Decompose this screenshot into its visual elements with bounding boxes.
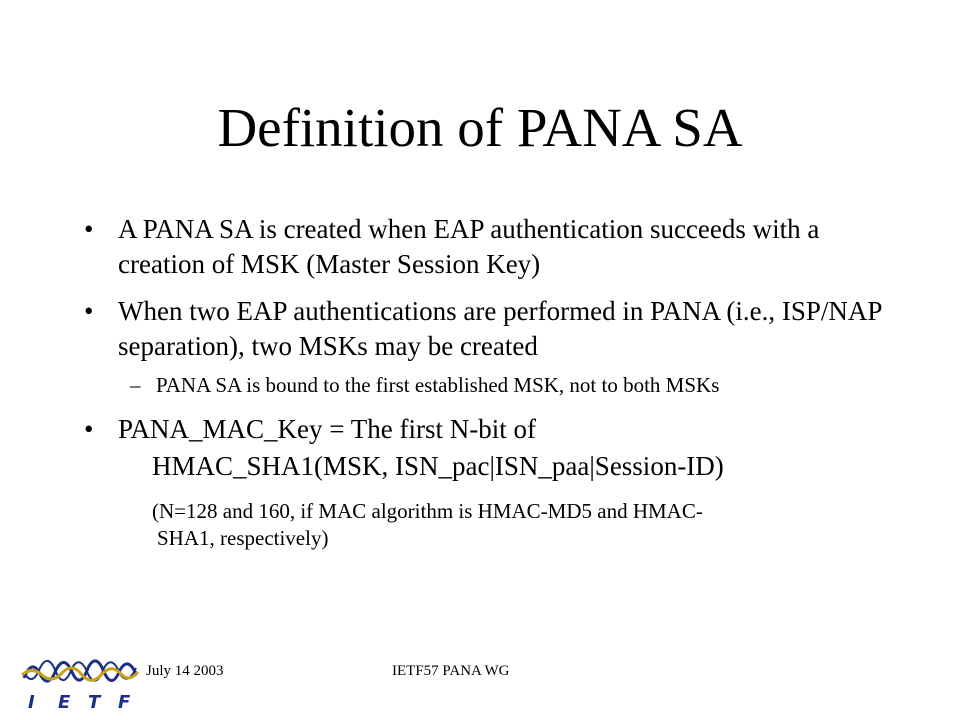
bullet-item	[84, 412, 884, 447]
bullet-marker: •	[84, 414, 94, 444]
slide-content	[84, 212, 884, 552]
bullet-text: When two EAP authentications are performed in PANA (i.e., ISP/NAP separation), two MSKs may be created	[118, 296, 882, 361]
ietf-logo-icon	[18, 648, 140, 712]
bullet-item	[84, 212, 884, 282]
footer-title: IETF57 PANA WG	[392, 663, 510, 679]
ietf-logo-letters	[28, 692, 131, 712]
bullet-text: A PANA SA is created when EAP authentication succeeds with a creation of MSK (Master Session Key)	[118, 214, 820, 279]
bullet-marker: •	[84, 296, 94, 326]
logo-letter: F	[118, 692, 131, 712]
note-line-1: (N=128 and 160, if MAC algorithm is HMAC-MD5 and HMAC-	[152, 499, 703, 523]
bullet-item	[84, 294, 884, 364]
formula-line: HMAC_SHA1(MSK, ISN_pac|ISN_paa|Session-ID)	[152, 451, 724, 481]
sub-bullet-marker: –	[130, 373, 141, 397]
bullet-text: PANA_MAC_Key = The first N-bit of	[118, 414, 536, 444]
footer-date: July 14 2003	[146, 663, 224, 679]
note-text	[84, 498, 884, 552]
bullet-marker: •	[84, 214, 94, 244]
logo-letter: E	[58, 692, 71, 712]
sub-bullet-item	[84, 372, 884, 398]
logo-letter: I	[28, 692, 35, 712]
note-line-2: SHA1, respectively)	[157, 526, 329, 550]
logo-letter: T	[88, 692, 101, 712]
ietf-logo-wave	[22, 661, 138, 681]
sub-bullet-text: PANA SA is bound to the first established MSK, not to both MSKs	[156, 373, 720, 397]
slide-title: Definition of PANA SA	[217, 97, 743, 158]
